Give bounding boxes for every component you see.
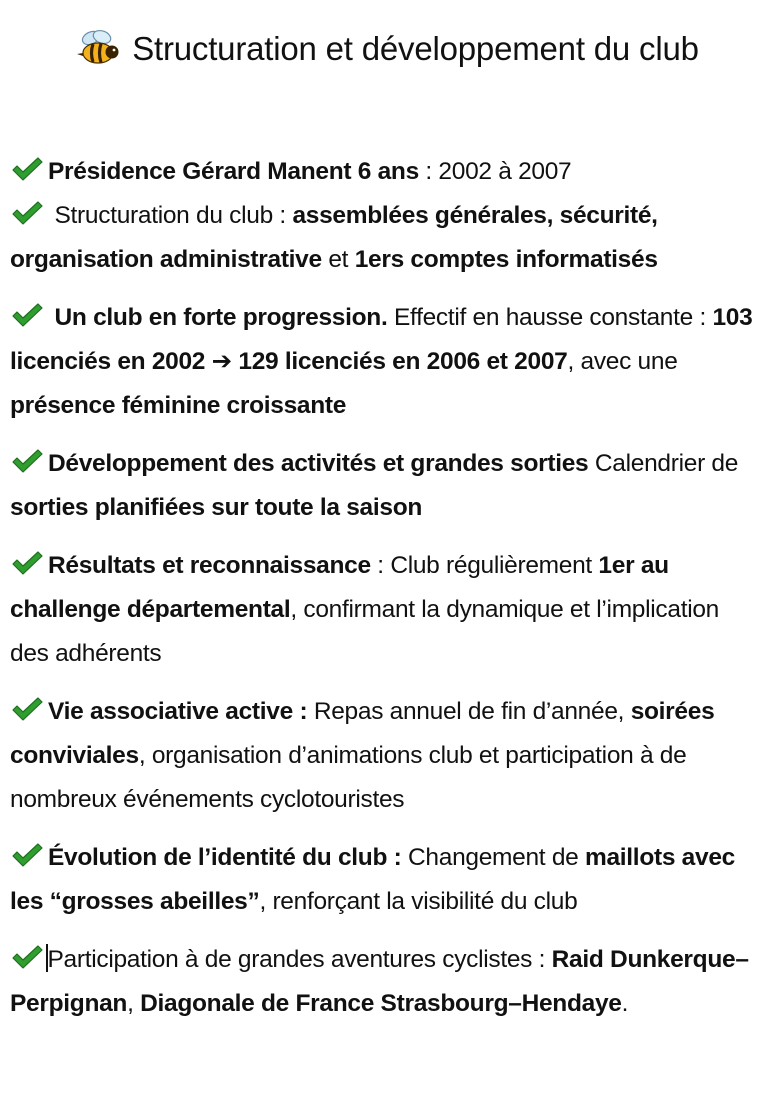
text: Structuration du club : — [48, 202, 293, 229]
bold-text: Vie associative active : — [48, 698, 308, 725]
text: , avec une — [567, 348, 678, 375]
bold-text: Présidence Gérard Manent 6 ans — [48, 158, 419, 185]
list-item — [10, 544, 763, 676]
list-item — [10, 296, 763, 428]
text: et — [321, 246, 355, 273]
bold-text: sorties planifiées sur toute la saison — [10, 494, 423, 521]
text: , organisation d’animations club et participation à de nombreux événements cyclotouristes — [10, 742, 687, 813]
document-page — [0, 24, 773, 1100]
text: . — [621, 990, 629, 1017]
item-list — [10, 150, 763, 1026]
bold-text: soirées conviviales — [10, 698, 715, 769]
list-item — [10, 150, 763, 194]
bold-text: Évolution de l’identité du club : — [48, 844, 402, 871]
list-item — [10, 442, 763, 530]
list-item — [10, 938, 763, 1026]
list-item — [10, 836, 763, 924]
bold-text: 103 licenciés en 2002 ➔ 129 licenciés en 2006 et 2007 — [10, 304, 753, 375]
page-title — [10, 24, 763, 74]
text: : 2002 à 2007 — [418, 158, 572, 185]
check-icon — [10, 941, 44, 967]
check-icon — [10, 445, 44, 471]
text: Calendrier de — [588, 450, 739, 477]
bold-text: assemblées générales, sécurité, organisation administrative — [10, 202, 658, 273]
list-item — [10, 194, 763, 282]
text: , — [127, 990, 141, 1017]
check-icon — [10, 693, 44, 719]
text: Participation à de grandes aventures cyclistes : — [47, 946, 552, 973]
bee-icon — [74, 29, 124, 69]
bold-text: Diagonale de France Strasbourg–Hendaye — [140, 990, 622, 1017]
bold-text: maillots avec les “grosses abeilles” — [10, 844, 735, 915]
check-icon — [10, 839, 44, 865]
text: Changement de — [401, 844, 585, 871]
bold-text: Résultats et reconnaissance — [48, 552, 371, 579]
check-icon — [10, 547, 44, 573]
text: : Club régulièrement — [370, 552, 599, 579]
text: Repas annuel de fin d’année, — [307, 698, 631, 725]
bold-text: 1er au challenge départemental — [10, 552, 669, 623]
list-item — [10, 690, 763, 822]
check-icon — [10, 197, 44, 223]
check-icon — [10, 153, 44, 179]
bold-text: 1ers comptes informatisés — [354, 246, 658, 273]
text: Effectif en hausse constante : — [387, 304, 713, 331]
page-title-text: Structuration et développement du club — [132, 30, 699, 67]
bold-text: Développement des activités et grandes sorties — [48, 450, 589, 477]
text: , renforçant la visibilité du club — [259, 888, 578, 915]
bold-text: Un club en forte progression. — [48, 304, 388, 331]
bold-text: présence féminine croissante — [10, 392, 347, 419]
check-icon — [10, 299, 44, 325]
bold-text: Raid Dunkerque–Perpignan — [10, 946, 749, 1017]
text: , confirmant la dynamique et l’implication des adhérents — [10, 596, 719, 667]
